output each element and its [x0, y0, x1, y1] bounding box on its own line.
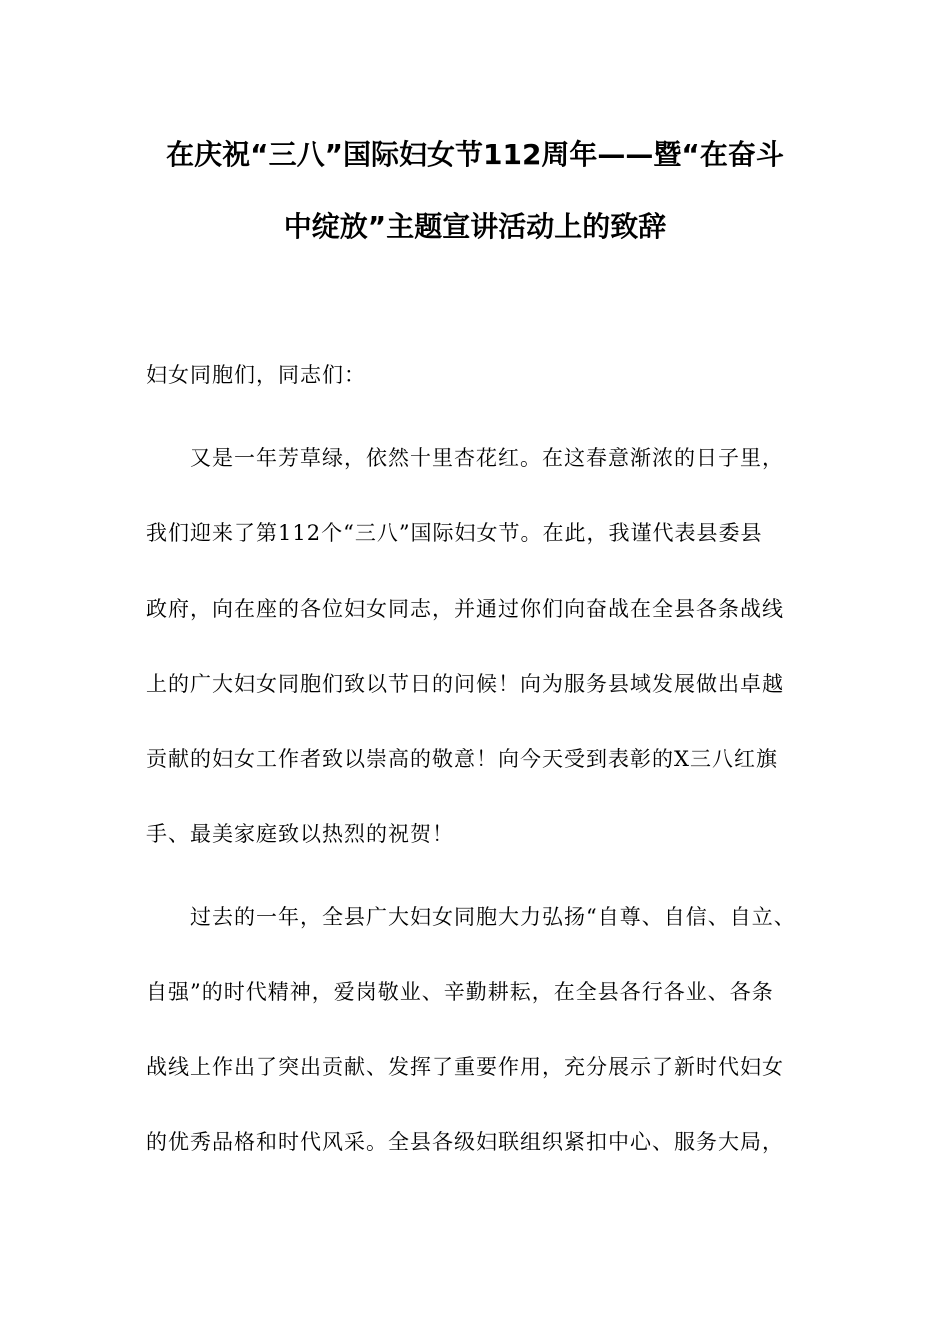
paragraph-line: 手、最美家庭致以热烈的祝贺！: [146, 822, 454, 846]
paragraph-line: 贡献的妇女工作者致以崇高的敬意！向今天受到表彰的X三八红旗: [146, 747, 778, 771]
paragraph-line: 战线上作出了突出贡献、发挥了重要作用，充分展示了新时代妇女: [146, 1055, 784, 1079]
paragraph-line: 自强”的时代精神，爱岗敬业、辛勤耕耘，在全县各行各业、各条: [146, 980, 774, 1004]
paragraph-line: 上的广大妇女同胞们致以节日的问候！向为服务县域发展做出卓越: [146, 672, 784, 696]
document-title-line-2: 中绽放”主题宣讲活动上的致辞: [283, 210, 667, 243]
salutation: 妇女同胞们，同志们：: [146, 363, 366, 387]
paragraph-line: 的优秀品格和时代风采。全县各级妇联组织紧扣中心、服务大局，: [146, 1130, 784, 1154]
document-title-line-1: 在庆祝“三八”国际妇女节112周年——暨“在奋斗: [166, 138, 784, 171]
paragraph-line: 过去的一年，全县广大妇女同胞大力弘扬“自尊、自信、自立、: [190, 905, 796, 929]
paragraph-line: 政府，向在座的各位妇女同志，并通过你们向奋战在全县各条战线: [146, 597, 784, 621]
paragraph-line: 我们迎来了第112个“三八”国际妇女节。在此，我谨代表县委县: [146, 521, 763, 545]
paragraph-line: 又是一年芳草绿，依然十里杏花红。在这春意渐浓的日子里，: [190, 446, 784, 470]
